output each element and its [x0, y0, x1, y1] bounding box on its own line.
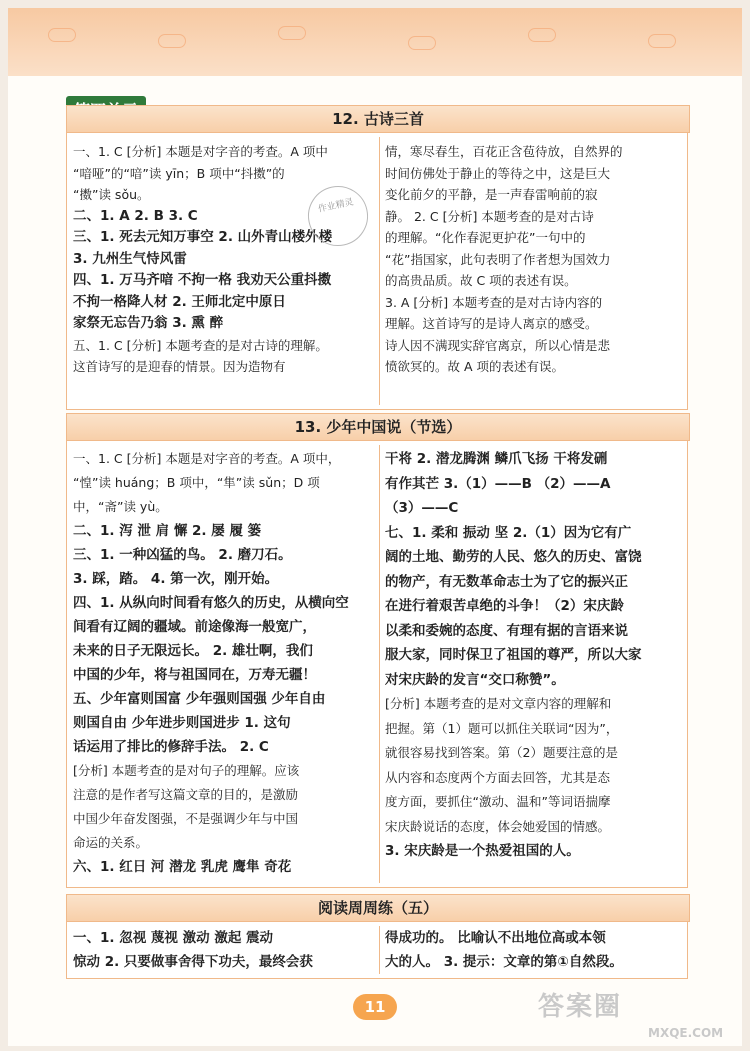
- section-13-left: [73, 447, 373, 879]
- answer-line: 有作其芒 3.（1）——B （2）——A: [385, 475, 611, 492]
- answer-line: 中国少年奋发图强，不是强调少年与中国: [73, 811, 299, 826]
- answer-line: 话运用了排比的修辞手法。 2. C: [73, 739, 269, 755]
- page: [8, 8, 742, 1046]
- answer-line: 二、1. 泻 泄 肩 懈 2. 屡 履 篓: [73, 523, 262, 539]
- answer-line: 静。 2. C [分析] 本题考查的是对古诗: [385, 208, 594, 224]
- answer-line: 在进行着艰苦卓绝的斗争！（2）宋庆龄: [385, 598, 624, 614]
- answer-line: 服大家，同时保卫了祖国的尊严，所以大家: [385, 647, 642, 663]
- header-band: [8, 8, 742, 76]
- cloud-icon: [648, 34, 676, 48]
- answer-line: 中国的少年，将与祖国同在，万寿无疆！: [73, 667, 316, 683]
- answer-line: [分析] 本题考查的是对文章内容的理解和: [385, 696, 612, 711]
- answer-line: 得成功的。 比喻认不出地位高或本领: [385, 930, 606, 946]
- answer-line: 一、1. 忽视 蔑视 激动 激起 震动: [73, 930, 274, 946]
- page-number: 11: [353, 994, 397, 1020]
- answer-line: 中，“斋”读 yù。: [73, 499, 168, 514]
- column-divider: [379, 926, 380, 974]
- answer-line: 七、1. 柔和 振动 坚 2.（1）因为它有广: [385, 524, 632, 541]
- cloud-icon: [408, 36, 436, 50]
- answer-line: 把握。第（1）题可以抓住关联词“因为”，: [385, 720, 619, 736]
- answer-line: 宋庆龄说话的态度，体会她爱国的情感。: [385, 818, 611, 834]
- answer-line: 不拘一格降人材 2. 王师北定中原日: [73, 293, 286, 310]
- section-reading-left: [73, 926, 373, 974]
- section-reading-right: [385, 926, 681, 974]
- answer-line: 五、少年富则国富 少年强则国强 少年自由: [73, 691, 326, 707]
- answer-line: 干将 2. 潜龙腾渊 鳞爪飞扬 干将发硎: [385, 451, 608, 467]
- answer-line: 注意的是作者写这篇文章的目的，是激励: [73, 787, 299, 802]
- answer-line: 从内容和态度两个方面去回答，尤其是态: [385, 769, 611, 785]
- section-12-left: [73, 141, 373, 378]
- answer-line: （3）——C: [385, 500, 459, 516]
- answer-line: 二、1. A 2. B 3. C: [73, 207, 198, 224]
- answer-line: 理解。这首诗写的是诗人离京的感受。: [385, 316, 598, 331]
- answer-line: 度方面，要抓住“激动、温和”等词语揣摩: [385, 794, 611, 809]
- answer-line: “花”指国家，此句表明了作者想为国效力: [385, 251, 611, 267]
- section-13-right: [385, 447, 681, 864]
- answer-line: “喑哑”的“喑”读 yīn；B 项中“抖擞”的: [73, 165, 285, 181]
- watermark-url: MXQE.COM: [648, 1026, 724, 1040]
- answer-line: 以柔和委婉的态度、有理有据的言语来说: [385, 622, 628, 639]
- answer-line: 大的人。 3. 提示：文章的第①自然段。: [385, 954, 623, 970]
- answer-line: 变化前夕的平静，是一声春雷响前的寂: [385, 187, 598, 202]
- section-title-reading: 阅读周周练（五）: [66, 894, 690, 922]
- answer-line: [分析] 本题考查的是对句子的理解。应该: [73, 763, 300, 778]
- answer-line: 对宋庆龄的发言“交口称赞”。: [385, 671, 565, 688]
- answer-line: 四、1. 万马齐喑 不拘一格 我劝天公重抖擞: [73, 272, 332, 288]
- answer-line: 3. A [分析] 本题考查的是对古诗内容的: [385, 294, 603, 310]
- answer-line: 诗人因不满现实辞官离京，所以心情是悲: [385, 337, 611, 353]
- answer-line: 六、1. 红日 河 潜龙 乳虎 鹰隼 奇花: [73, 859, 292, 875]
- answer-line: 家祭无忘告乃翁 3. 熏 醉: [73, 315, 224, 331]
- answer-line: 3. 宋庆龄是一个热爱祖国的人。: [385, 843, 580, 859]
- answer-line: 的高贵品质。故 C 项的表述有误。: [385, 273, 577, 288]
- answer-line: 就很容易找到答案。第（2）题要注意的是: [385, 745, 618, 760]
- answer-line: 阔的土地、勤劳的人民、悠久的历史、富饶: [385, 549, 642, 565]
- answer-line: 3. 踩，踏。 4. 第一次，刚开始。: [73, 571, 279, 587]
- answer-line: 情，寒尽春生，百花正含苞待放，自然界的: [385, 144, 623, 159]
- section-title-12: 12. 古诗三首: [66, 105, 690, 133]
- answer-line: 一、1. C [分析] 本题是对字音的考查。A 项中，: [73, 451, 341, 466]
- answer-line: “惶”读 huáng；B 项中，“隼”读 sǔn；D 项: [73, 475, 320, 490]
- answer-line: “擞”读 sǒu。: [73, 187, 150, 202]
- cloud-icon: [528, 28, 556, 42]
- stamp-seal: 作业精灵: [302, 180, 373, 251]
- watermark: 答案圈: [538, 992, 623, 1022]
- answer-line: 命运的关系。: [73, 835, 149, 850]
- answer-line: 3. 九州生气恃风雷: [73, 250, 187, 267]
- cloud-icon: [278, 26, 306, 40]
- answer-line: 三、1. 死去元知万事空 2. 山外青山楼外楼: [73, 229, 333, 245]
- answer-line: 三、1. 一种凶猛的鸟。 2. 磨刀石。: [73, 547, 292, 563]
- column-divider: [379, 445, 380, 883]
- section-title-13: 13. 少年中国说（节选）: [66, 413, 690, 441]
- section-reading-box: [66, 921, 688, 979]
- answer-line: 四、1. 从纵向时间看有悠久的历史，从横向空: [73, 595, 349, 611]
- answer-line: 间看有辽阔的疆域。前途像海一般宽广，: [73, 619, 316, 635]
- section-12-right: [385, 141, 681, 378]
- answer-line: 的物产，有无数革命志士为了它的振兴正: [385, 573, 628, 590]
- answer-line: 一、1. C [分析] 本题是对字音的考查。A 项中: [73, 144, 328, 159]
- column-divider: [379, 137, 380, 405]
- cloud-icon: [158, 34, 186, 48]
- section-12-box: [66, 132, 688, 410]
- answer-line: 愤欲冥的。故 A 项的表述有误。: [385, 359, 564, 374]
- answer-line: 的理解。“化作春泥更护花”一句中的: [385, 230, 586, 245]
- section-13-box: [66, 440, 688, 888]
- answer-line: 五、1. C [分析] 本题考查的是对古诗的理解。: [73, 337, 328, 353]
- answer-line: 则国自由 少年进步则国进步 1. 这句: [73, 715, 291, 731]
- answer-line: 时间仿佛处于静止的等待之中，这是巨大: [385, 165, 611, 181]
- answer-line: 这首诗写的是迎春的情景。因为造物有: [73, 359, 286, 374]
- answer-line: 未来的日子无限远长。 2. 雄壮啊，我们: [73, 643, 313, 659]
- cloud-icon: [48, 28, 76, 42]
- answer-line: 惊动 2. 只要做事舍得下功夫，最终会获: [73, 954, 313, 970]
